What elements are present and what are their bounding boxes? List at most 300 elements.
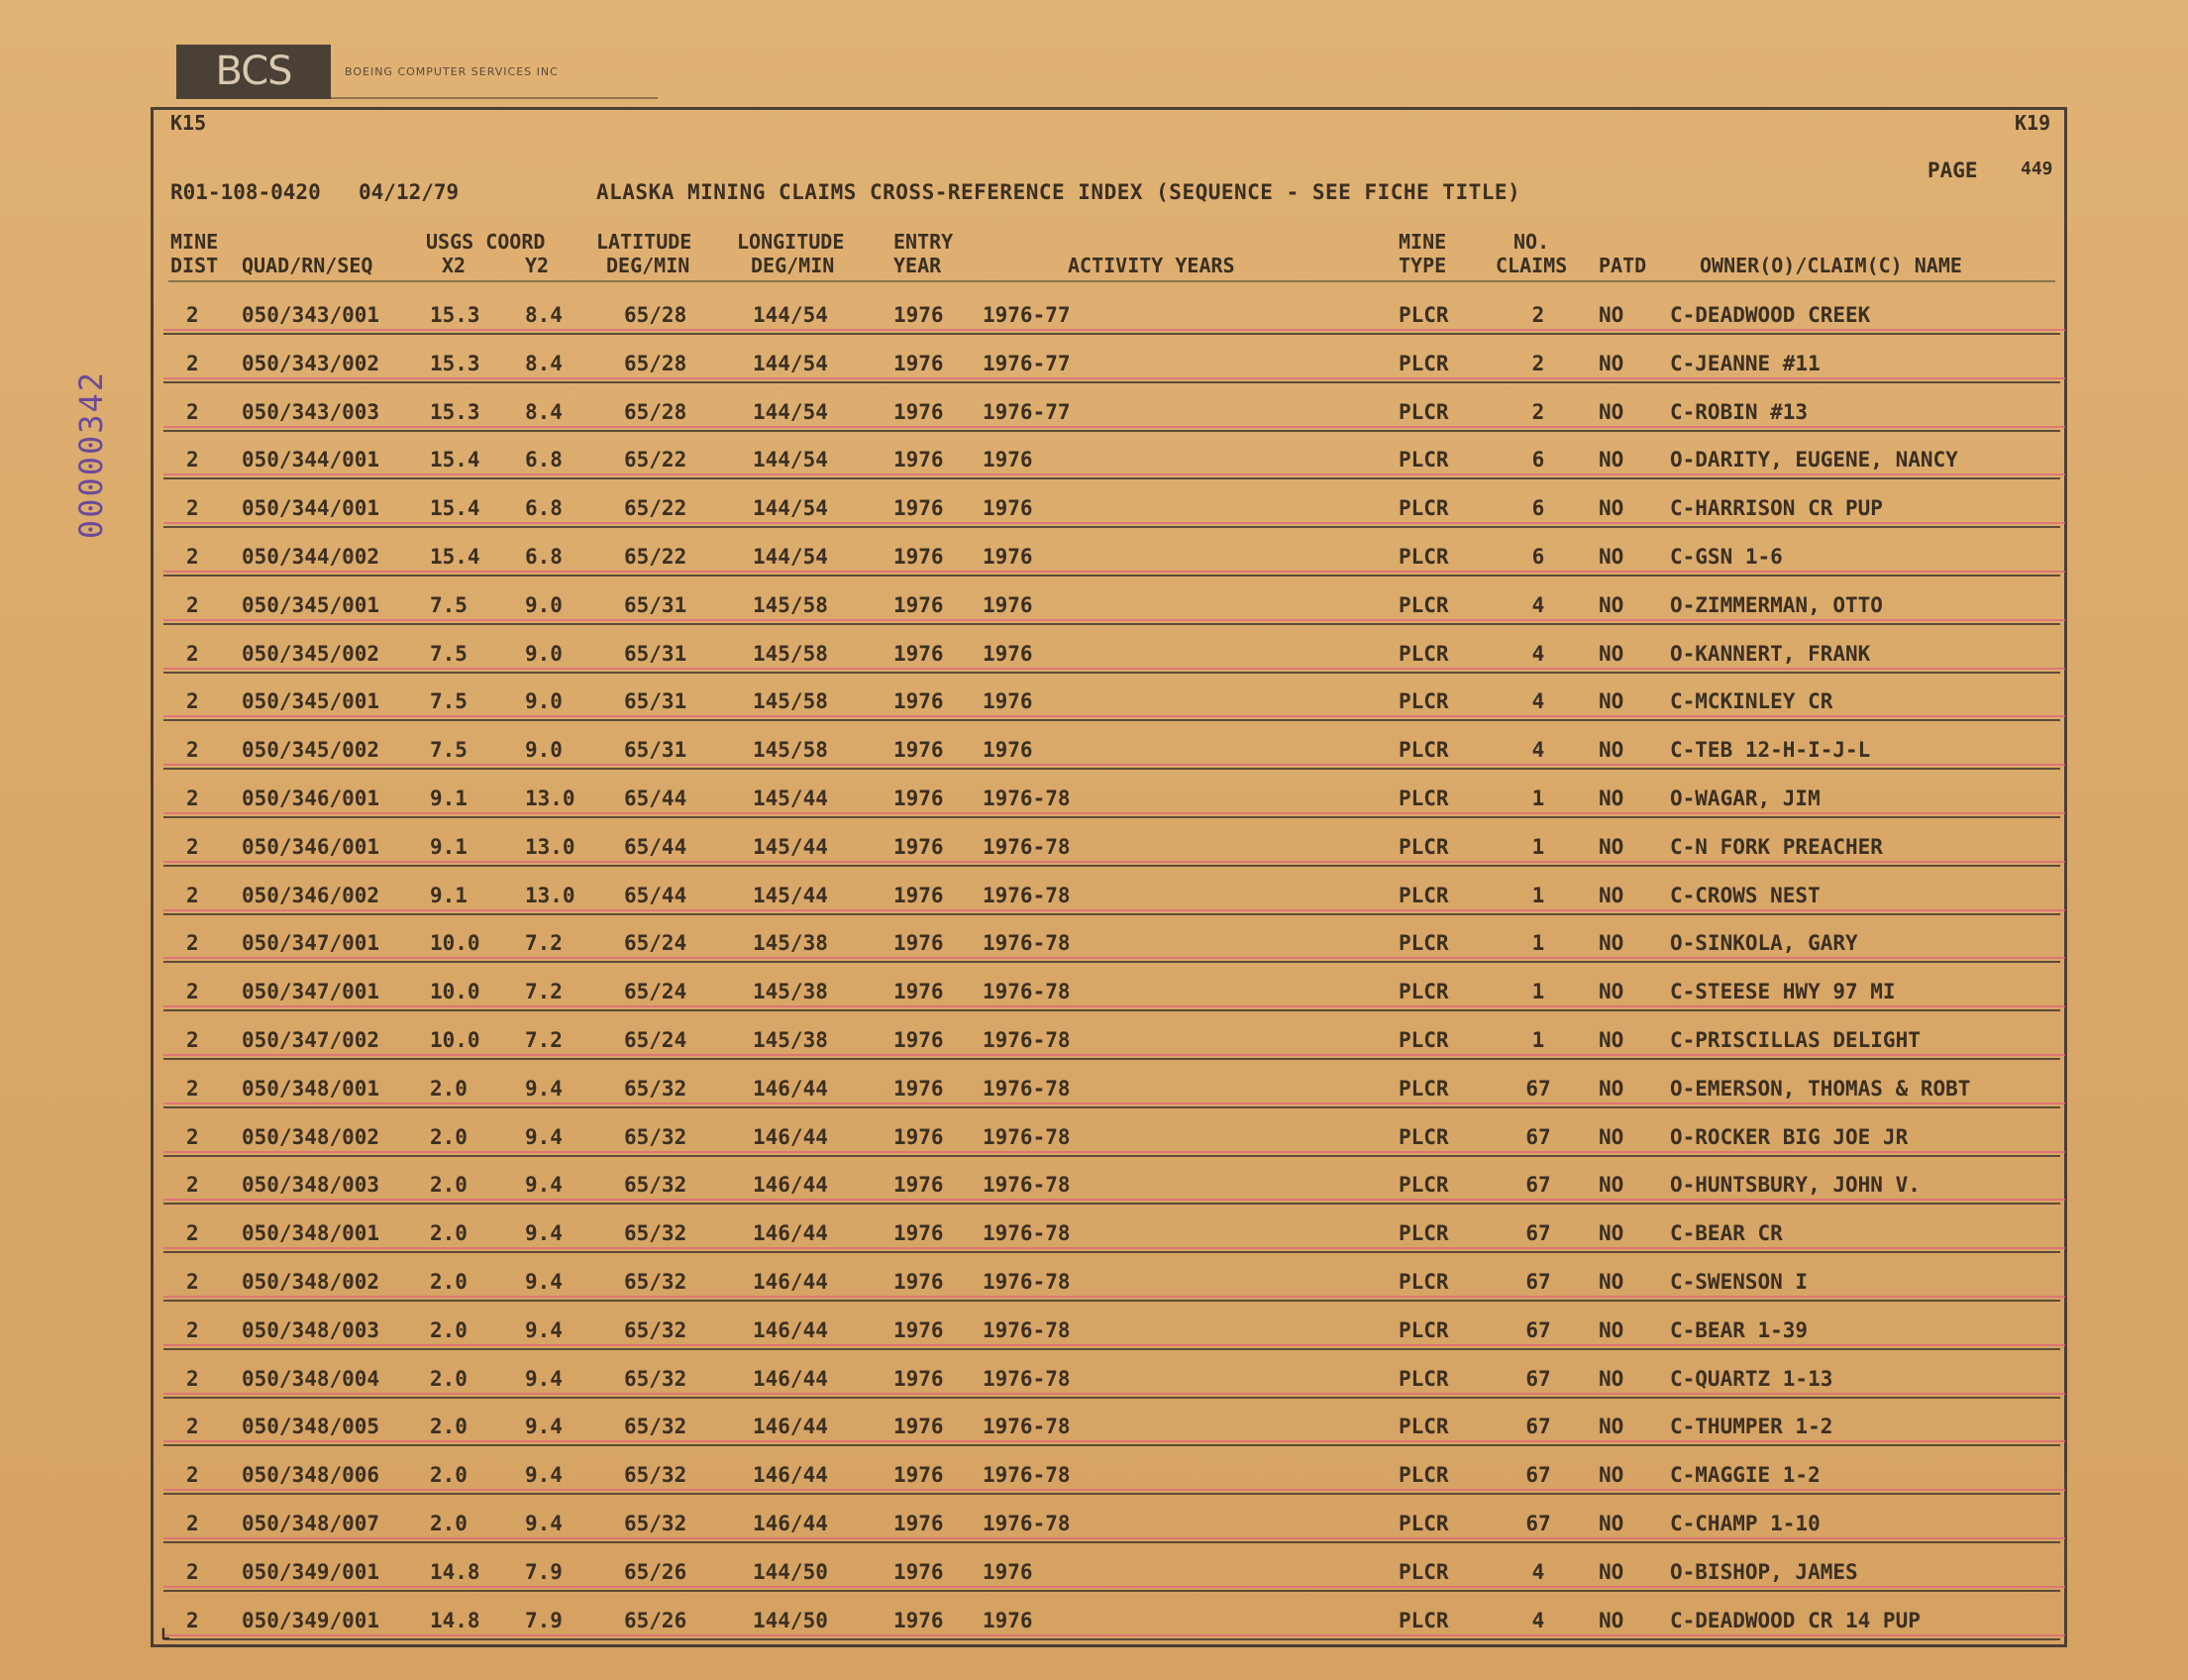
cell-patd: NO [1599, 1559, 1624, 1584]
cell-activity: 1976-78 [983, 883, 1071, 907]
cell-dist: 2 [186, 689, 199, 714]
table-row [0, 1260, 2188, 1309]
cell-patd: NO [1599, 1270, 1624, 1294]
cell-claims: 1 [1531, 787, 1545, 810]
cell-claims: 1 [1531, 980, 1545, 1004]
cell-owner: C-GSN 1-6 [1670, 545, 1783, 569]
cell-quad: 050/348/002 [242, 1270, 380, 1294]
cell-dist: 2 [186, 1270, 199, 1294]
cell-patd: NO [1599, 1415, 1624, 1439]
cell-x2: 2.0 [430, 1270, 468, 1294]
row-rule-dark [163, 623, 2060, 625]
row-rule-pink [163, 909, 2065, 911]
cell-owner: C-JEANNE #11 [1670, 351, 1821, 375]
cell-y2: 9.4 [525, 1512, 563, 1535]
cell-dist: 2 [186, 303, 199, 327]
cell-longitude: 145/44 [753, 883, 828, 907]
cell-claims: 4 [1531, 1608, 1545, 1632]
cell-activity: 1976-77 [983, 303, 1071, 327]
cell-quad: 050/343/001 [242, 303, 380, 327]
cell-quad: 050/345/002 [242, 738, 380, 763]
row-rule-pink [163, 1537, 2065, 1539]
cell-latitude: 65/31 [624, 689, 687, 714]
cell-activity: 1976-78 [983, 1317, 1071, 1342]
cell-mine-type: PLCR [1399, 1173, 1449, 1198]
cell-owner: C-TEB 12-H-I-J-L [1670, 738, 1871, 763]
cell-mine-type: PLCR [1399, 545, 1449, 569]
cell-quad: 050/348/001 [242, 1076, 380, 1101]
cell-mine-type: PLCR [1399, 1221, 1449, 1246]
report-title: ALASKA MINING CLAIMS CROSS-REFERENCE INDEX (SEQUENCE - SEE FICHE TITLE) [596, 180, 1521, 204]
row-rule-dark [163, 816, 2060, 818]
cell-dist: 2 [186, 592, 199, 617]
cell-entry-year: 1976 [893, 1076, 944, 1101]
cell-claims: 67 [1525, 1317, 1551, 1342]
row-rule-pink [163, 619, 2065, 621]
row-rule-pink [163, 957, 2065, 959]
cell-longitude: 146/44 [753, 1076, 828, 1101]
cell-activity: 1976 [983, 689, 1033, 714]
cell-quad: 050/348/005 [242, 1415, 380, 1439]
cell-x2: 7.5 [430, 738, 468, 763]
header-x2: X2 [442, 254, 467, 277]
cell-longitude: 144/54 [753, 399, 828, 424]
cell-claims: 67 [1525, 1415, 1551, 1439]
cell-y2: 9.4 [525, 1270, 563, 1294]
cell-entry-year: 1976 [893, 738, 944, 763]
cell-x2: 2.0 [430, 1366, 468, 1391]
cell-activity: 1976 [983, 641, 1033, 666]
header-quad: QUAD/RN/SEQ [242, 254, 373, 277]
cell-longitude: 145/58 [753, 641, 828, 666]
cell-activity: 1976 [983, 738, 1033, 763]
row-rule-pink [163, 861, 2065, 863]
cell-entry-year: 1976 [893, 1463, 944, 1488]
cell-owner: C-STEESE HWY 97 MI [1670, 980, 1896, 1004]
cell-dist: 2 [186, 834, 199, 859]
cell-activity: 1976-77 [983, 351, 1071, 375]
cell-owner: O-SINKOLA, GARY [1670, 931, 1858, 956]
cell-latitude: 65/32 [624, 1463, 687, 1488]
cell-latitude: 65/32 [624, 1317, 687, 1342]
cell-x2: 9.1 [430, 883, 468, 907]
table-row [0, 632, 2188, 681]
row-rule-pink [163, 1247, 2065, 1249]
cell-quad: 050/348/007 [242, 1512, 380, 1535]
cell-mine-type: PLCR [1399, 641, 1449, 666]
table-row [0, 680, 2188, 728]
cell-claims: 4 [1531, 641, 1545, 666]
cell-mine-type: PLCR [1399, 1270, 1449, 1294]
cell-owner: C-HARRISON CR PUP [1670, 496, 1883, 521]
cell-longitude: 144/54 [753, 545, 828, 569]
row-rule-pink [163, 764, 2065, 766]
row-rule-pink [163, 1393, 2065, 1395]
cell-x2: 15.3 [430, 399, 480, 424]
cell-longitude: 146/44 [753, 1317, 828, 1342]
cell-claims: 67 [1525, 1076, 1551, 1101]
cell-patd: NO [1599, 303, 1624, 327]
cell-entry-year: 1976 [893, 545, 944, 569]
cell-longitude: 146/44 [753, 1463, 828, 1488]
cell-longitude: 145/38 [753, 1028, 828, 1052]
cell-activity: 1976-78 [983, 1415, 1071, 1439]
cell-mine-type: PLCR [1399, 1463, 1449, 1488]
cell-latitude: 65/44 [624, 787, 687, 810]
cell-longitude: 146/44 [753, 1221, 828, 1246]
cell-mine-type: PLCR [1399, 738, 1449, 763]
cell-dist: 2 [186, 641, 199, 666]
row-rule-pink [163, 1005, 2065, 1007]
row-rule-dark [163, 1300, 2060, 1302]
cell-dist: 2 [186, 496, 199, 521]
header-mine-dist-2: DIST [170, 254, 219, 277]
cell-claims: 6 [1531, 545, 1545, 569]
cell-quad: 050/348/003 [242, 1317, 380, 1342]
row-rule-pink [163, 715, 2065, 717]
cell-entry-year: 1976 [893, 641, 944, 666]
cell-mine-type: PLCR [1399, 1028, 1449, 1052]
cell-entry-year: 1976 [893, 1173, 944, 1198]
cell-quad: 050/348/002 [242, 1124, 380, 1149]
cell-owner: C-THUMPER 1-2 [1670, 1415, 1833, 1439]
cell-y2: 8.4 [525, 399, 563, 424]
table-row [0, 777, 2188, 825]
cell-claims: 67 [1525, 1173, 1551, 1198]
table-row [0, 1211, 2188, 1260]
logo-subtitle: BOEING COMPUTER SERVICES INC [345, 65, 559, 78]
cell-entry-year: 1976 [893, 689, 944, 714]
cell-entry-year: 1976 [893, 1608, 944, 1632]
cell-x2: 2.0 [430, 1415, 468, 1439]
cell-latitude: 65/26 [624, 1608, 687, 1632]
cell-dist: 2 [186, 351, 199, 375]
row-rule-dark [163, 961, 2060, 963]
cell-latitude: 65/32 [624, 1124, 687, 1149]
cell-longitude: 146/44 [753, 1512, 828, 1535]
table-row [0, 1067, 2188, 1115]
cell-x2: 7.5 [430, 641, 468, 666]
cell-activity: 1976 [983, 496, 1033, 521]
cell-x2: 7.5 [430, 689, 468, 714]
cell-latitude: 65/32 [624, 1512, 687, 1535]
cell-dist: 2 [186, 1512, 199, 1535]
cell-y2: 13.0 [525, 787, 575, 810]
cell-x2: 10.0 [430, 980, 480, 1004]
cell-activity: 1976-78 [983, 1512, 1071, 1535]
cell-activity: 1976-78 [983, 1366, 1071, 1391]
cell-owner: C-QUARTZ 1-13 [1670, 1366, 1833, 1391]
cell-x2: 2.0 [430, 1463, 468, 1488]
cell-y2: 9.4 [525, 1463, 563, 1488]
cell-owner: C-N FORK PREACHER [1670, 834, 1883, 859]
cell-activity: 1976-78 [983, 1463, 1071, 1488]
cell-entry-year: 1976 [893, 592, 944, 617]
cell-activity: 1976-78 [983, 1028, 1071, 1052]
cell-patd: NO [1599, 641, 1624, 666]
cell-owner: O-ZIMMERMAN, OTTO [1670, 592, 1883, 617]
row-rule-pink [163, 522, 2065, 524]
cell-entry-year: 1976 [893, 1221, 944, 1246]
cell-quad: 050/346/001 [242, 787, 380, 810]
cell-dist: 2 [186, 1221, 199, 1246]
cell-mine-type: PLCR [1399, 592, 1449, 617]
cell-owner: O-DARITY, EUGENE, NANCY [1670, 448, 1958, 472]
row-rule-pink [163, 1634, 2065, 1636]
cell-activity: 1976-78 [983, 1173, 1071, 1198]
cell-entry-year: 1976 [893, 303, 944, 327]
cell-activity: 1976 [983, 592, 1033, 617]
cell-dist: 2 [186, 1463, 199, 1488]
cell-longitude: 145/58 [753, 738, 828, 763]
header-y2: Y2 [525, 254, 550, 277]
table-row [0, 874, 2188, 922]
cell-latitude: 65/32 [624, 1415, 687, 1439]
cell-patd: NO [1599, 1124, 1624, 1149]
cell-owner: O-WAGAR, JIM [1670, 787, 1821, 810]
cell-x2: 9.1 [430, 787, 468, 810]
cell-longitude: 145/44 [753, 787, 828, 810]
cell-patd: NO [1599, 1076, 1624, 1101]
table-row [0, 535, 2188, 583]
row-rule-dark [163, 913, 2060, 915]
cell-y2: 13.0 [525, 834, 575, 859]
cell-longitude: 146/44 [753, 1270, 828, 1294]
cell-patd: NO [1599, 1221, 1624, 1246]
cell-owner: O-KANNERT, FRANK [1670, 641, 1871, 666]
cell-mine-type: PLCR [1399, 1512, 1449, 1535]
cell-claims: 2 [1531, 399, 1545, 424]
cell-owner: C-CROWS NEST [1670, 883, 1821, 907]
row-rule-pink [163, 1586, 2065, 1588]
cell-claims: 67 [1525, 1512, 1551, 1535]
cell-activity: 1976 [983, 1559, 1033, 1584]
cell-x2: 2.0 [430, 1317, 468, 1342]
cell-dist: 2 [186, 1076, 199, 1101]
cell-y2: 9.0 [525, 738, 563, 763]
row-rule-dark [163, 333, 2060, 335]
cell-patd: NO [1599, 351, 1624, 375]
cell-dist: 2 [186, 931, 199, 956]
cell-longitude: 146/44 [753, 1124, 828, 1149]
cell-owner: C-MAGGIE 1-2 [1670, 1463, 1821, 1488]
row-rule-dark [163, 1590, 2060, 1592]
table-row [0, 342, 2188, 390]
table-row [0, 728, 2188, 777]
cell-patd: NO [1599, 448, 1624, 472]
cell-owner: C-PRISCILLAS DELIGHT [1670, 1028, 1921, 1052]
table-row [0, 1453, 2188, 1502]
row-rule-dark [163, 381, 2060, 383]
row-rule-dark [163, 575, 2060, 577]
cell-quad: 050/347/002 [242, 1028, 380, 1052]
cell-longitude: 144/50 [753, 1608, 828, 1632]
cell-claims: 4 [1531, 592, 1545, 617]
cell-y2: 8.4 [525, 303, 563, 327]
row-rule-dark [163, 430, 2060, 432]
row-rule-pink [163, 473, 2065, 475]
header-usgs: USGS COORD [426, 230, 546, 254]
row-rule-pink [163, 426, 2065, 428]
cell-quad: 050/345/001 [242, 592, 380, 617]
cell-y2: 7.2 [525, 931, 563, 956]
row-rule-dark [163, 865, 2060, 867]
table-row [0, 921, 2188, 970]
cell-dist: 2 [186, 1317, 199, 1342]
cell-claims: 67 [1525, 1124, 1551, 1149]
cell-dist: 2 [186, 1366, 199, 1391]
cell-x2: 2.0 [430, 1512, 468, 1535]
cell-entry-year: 1976 [893, 1415, 944, 1439]
cell-mine-type: PLCR [1399, 399, 1449, 424]
cell-claims: 4 [1531, 689, 1545, 714]
cell-entry-year: 1976 [893, 496, 944, 521]
cell-patd: NO [1599, 1463, 1624, 1488]
cell-latitude: 65/32 [624, 1270, 687, 1294]
cell-claims: 67 [1525, 1463, 1551, 1488]
cell-longitude: 145/44 [753, 834, 828, 859]
cell-y2: 8.4 [525, 351, 563, 375]
cell-patd: NO [1599, 689, 1624, 714]
bcs-logo: BCS [176, 45, 331, 99]
cell-dist: 2 [186, 980, 199, 1004]
table-row [0, 1599, 2188, 1647]
table-row [0, 390, 2188, 439]
row-rule-dark [163, 1203, 2060, 1205]
cell-mine-type: PLCR [1399, 1415, 1449, 1439]
frame-code-left: K15 [170, 111, 207, 135]
cell-patd: NO [1599, 980, 1624, 1004]
page-label: PAGE [1928, 158, 1978, 182]
cell-patd: NO [1599, 496, 1624, 521]
row-rule-pink [163, 1054, 2065, 1056]
cell-longitude: 144/54 [753, 448, 828, 472]
table-row [0, 1550, 2188, 1599]
cell-claims: 67 [1525, 1270, 1551, 1294]
cell-quad: 050/346/002 [242, 883, 380, 907]
header-divider [168, 280, 2055, 282]
header-activity-years: ACTIVITY YEARS [1068, 254, 1235, 277]
cell-activity: 1976 [983, 448, 1033, 472]
row-rule-pink [163, 377, 2065, 379]
cell-quad: 050/346/001 [242, 834, 380, 859]
cell-mine-type: PLCR [1399, 1076, 1449, 1101]
cell-dist: 2 [186, 1415, 199, 1439]
cell-mine-type: PLCR [1399, 931, 1449, 956]
cell-activity: 1976-78 [983, 1124, 1071, 1149]
cell-dist: 2 [186, 1028, 199, 1052]
row-rule-dark [163, 1058, 2060, 1060]
table-row [0, 970, 2188, 1018]
cell-claims: 1 [1531, 883, 1545, 907]
cell-mine-type: PLCR [1399, 883, 1449, 907]
cell-owner: C-BEAR 1-39 [1670, 1317, 1809, 1342]
cell-y2: 9.0 [525, 689, 563, 714]
header-mine-dist-1: MINE [170, 230, 219, 254]
cell-owner: O-ROCKER BIG JOE JR [1670, 1124, 1909, 1149]
report-date: 04/12/79 [359, 180, 460, 204]
cell-entry-year: 1976 [893, 1028, 944, 1052]
cell-patd: NO [1599, 834, 1624, 859]
cell-y2: 7.2 [525, 980, 563, 1004]
cell-entry-year: 1976 [893, 931, 944, 956]
cell-activity: 1976 [983, 1608, 1033, 1632]
cell-owner: C-SWENSON I [1670, 1270, 1809, 1294]
cell-activity: 1976-78 [983, 1221, 1071, 1246]
page-number: 449 [2021, 158, 2053, 179]
cell-entry-year: 1976 [893, 448, 944, 472]
cell-owner: C-CHAMP 1-10 [1670, 1512, 1821, 1535]
cell-latitude: 65/32 [624, 1076, 687, 1101]
row-rule-pink [163, 1440, 2065, 1442]
cell-patd: NO [1599, 1028, 1624, 1052]
header-entry-year: YEAR [893, 254, 942, 277]
cell-entry-year: 1976 [893, 1270, 944, 1294]
row-rule-dark [163, 1348, 2060, 1350]
cell-latitude: 65/32 [624, 1173, 687, 1198]
cell-y2: 6.8 [525, 545, 563, 569]
row-rule-dark [163, 477, 2060, 479]
cell-x2: 14.8 [430, 1608, 480, 1632]
cell-x2: 15.4 [430, 545, 480, 569]
cell-entry-year: 1976 [893, 883, 944, 907]
cell-mine-type: PLCR [1399, 1608, 1449, 1632]
cell-latitude: 65/32 [624, 1221, 687, 1246]
cell-owner: O-HUNTSBURY, JOHN V. [1670, 1173, 1921, 1198]
row-rule-dark [163, 1493, 2060, 1495]
cell-latitude: 65/24 [624, 931, 687, 956]
cell-longitude: 146/44 [753, 1415, 828, 1439]
cell-longitude: 146/44 [753, 1366, 828, 1391]
row-rule-pink [163, 1151, 2065, 1153]
cell-quad: 050/347/001 [242, 980, 380, 1004]
cell-y2: 9.4 [525, 1415, 563, 1439]
cell-activity: 1976-78 [983, 834, 1071, 859]
cell-entry-year: 1976 [893, 1559, 944, 1584]
cell-patd: NO [1599, 1366, 1624, 1391]
table-row [0, 1018, 2188, 1067]
cell-longitude: 145/38 [753, 931, 828, 956]
cell-longitude: 146/44 [753, 1173, 828, 1198]
cell-claims: 2 [1531, 351, 1545, 375]
cell-quad: 050/344/001 [242, 496, 380, 521]
cell-mine-type: PLCR [1399, 1317, 1449, 1342]
cell-quad: 050/344/002 [242, 545, 380, 569]
cell-latitude: 65/31 [624, 592, 687, 617]
cell-quad: 050/343/002 [242, 351, 380, 375]
cell-longitude: 145/58 [753, 592, 828, 617]
table-row [0, 583, 2188, 632]
cell-activity: 1976-78 [983, 1076, 1071, 1101]
cell-x2: 14.8 [430, 1559, 480, 1584]
cell-quad: 050/348/004 [242, 1366, 380, 1391]
cell-claims: 1 [1531, 1028, 1545, 1052]
row-rule-dark [163, 719, 2060, 721]
cell-y2: 9.4 [525, 1173, 563, 1198]
cell-x2: 2.0 [430, 1173, 468, 1198]
cell-quad: 050/345/001 [242, 689, 380, 714]
cell-owner: C-MCKINLEY CR [1670, 689, 1833, 714]
header-claims-1: NO. [1513, 230, 1550, 254]
cell-y2: 6.8 [525, 448, 563, 472]
cell-y2: 7.9 [525, 1608, 563, 1632]
table-row [0, 486, 2188, 535]
cell-claims: 6 [1531, 496, 1545, 521]
cell-entry-year: 1976 [893, 787, 944, 810]
cell-x2: 15.4 [430, 448, 480, 472]
cell-owner: O-BISHOP, JAMES [1670, 1559, 1858, 1584]
cell-mine-type: PLCR [1399, 787, 1449, 810]
